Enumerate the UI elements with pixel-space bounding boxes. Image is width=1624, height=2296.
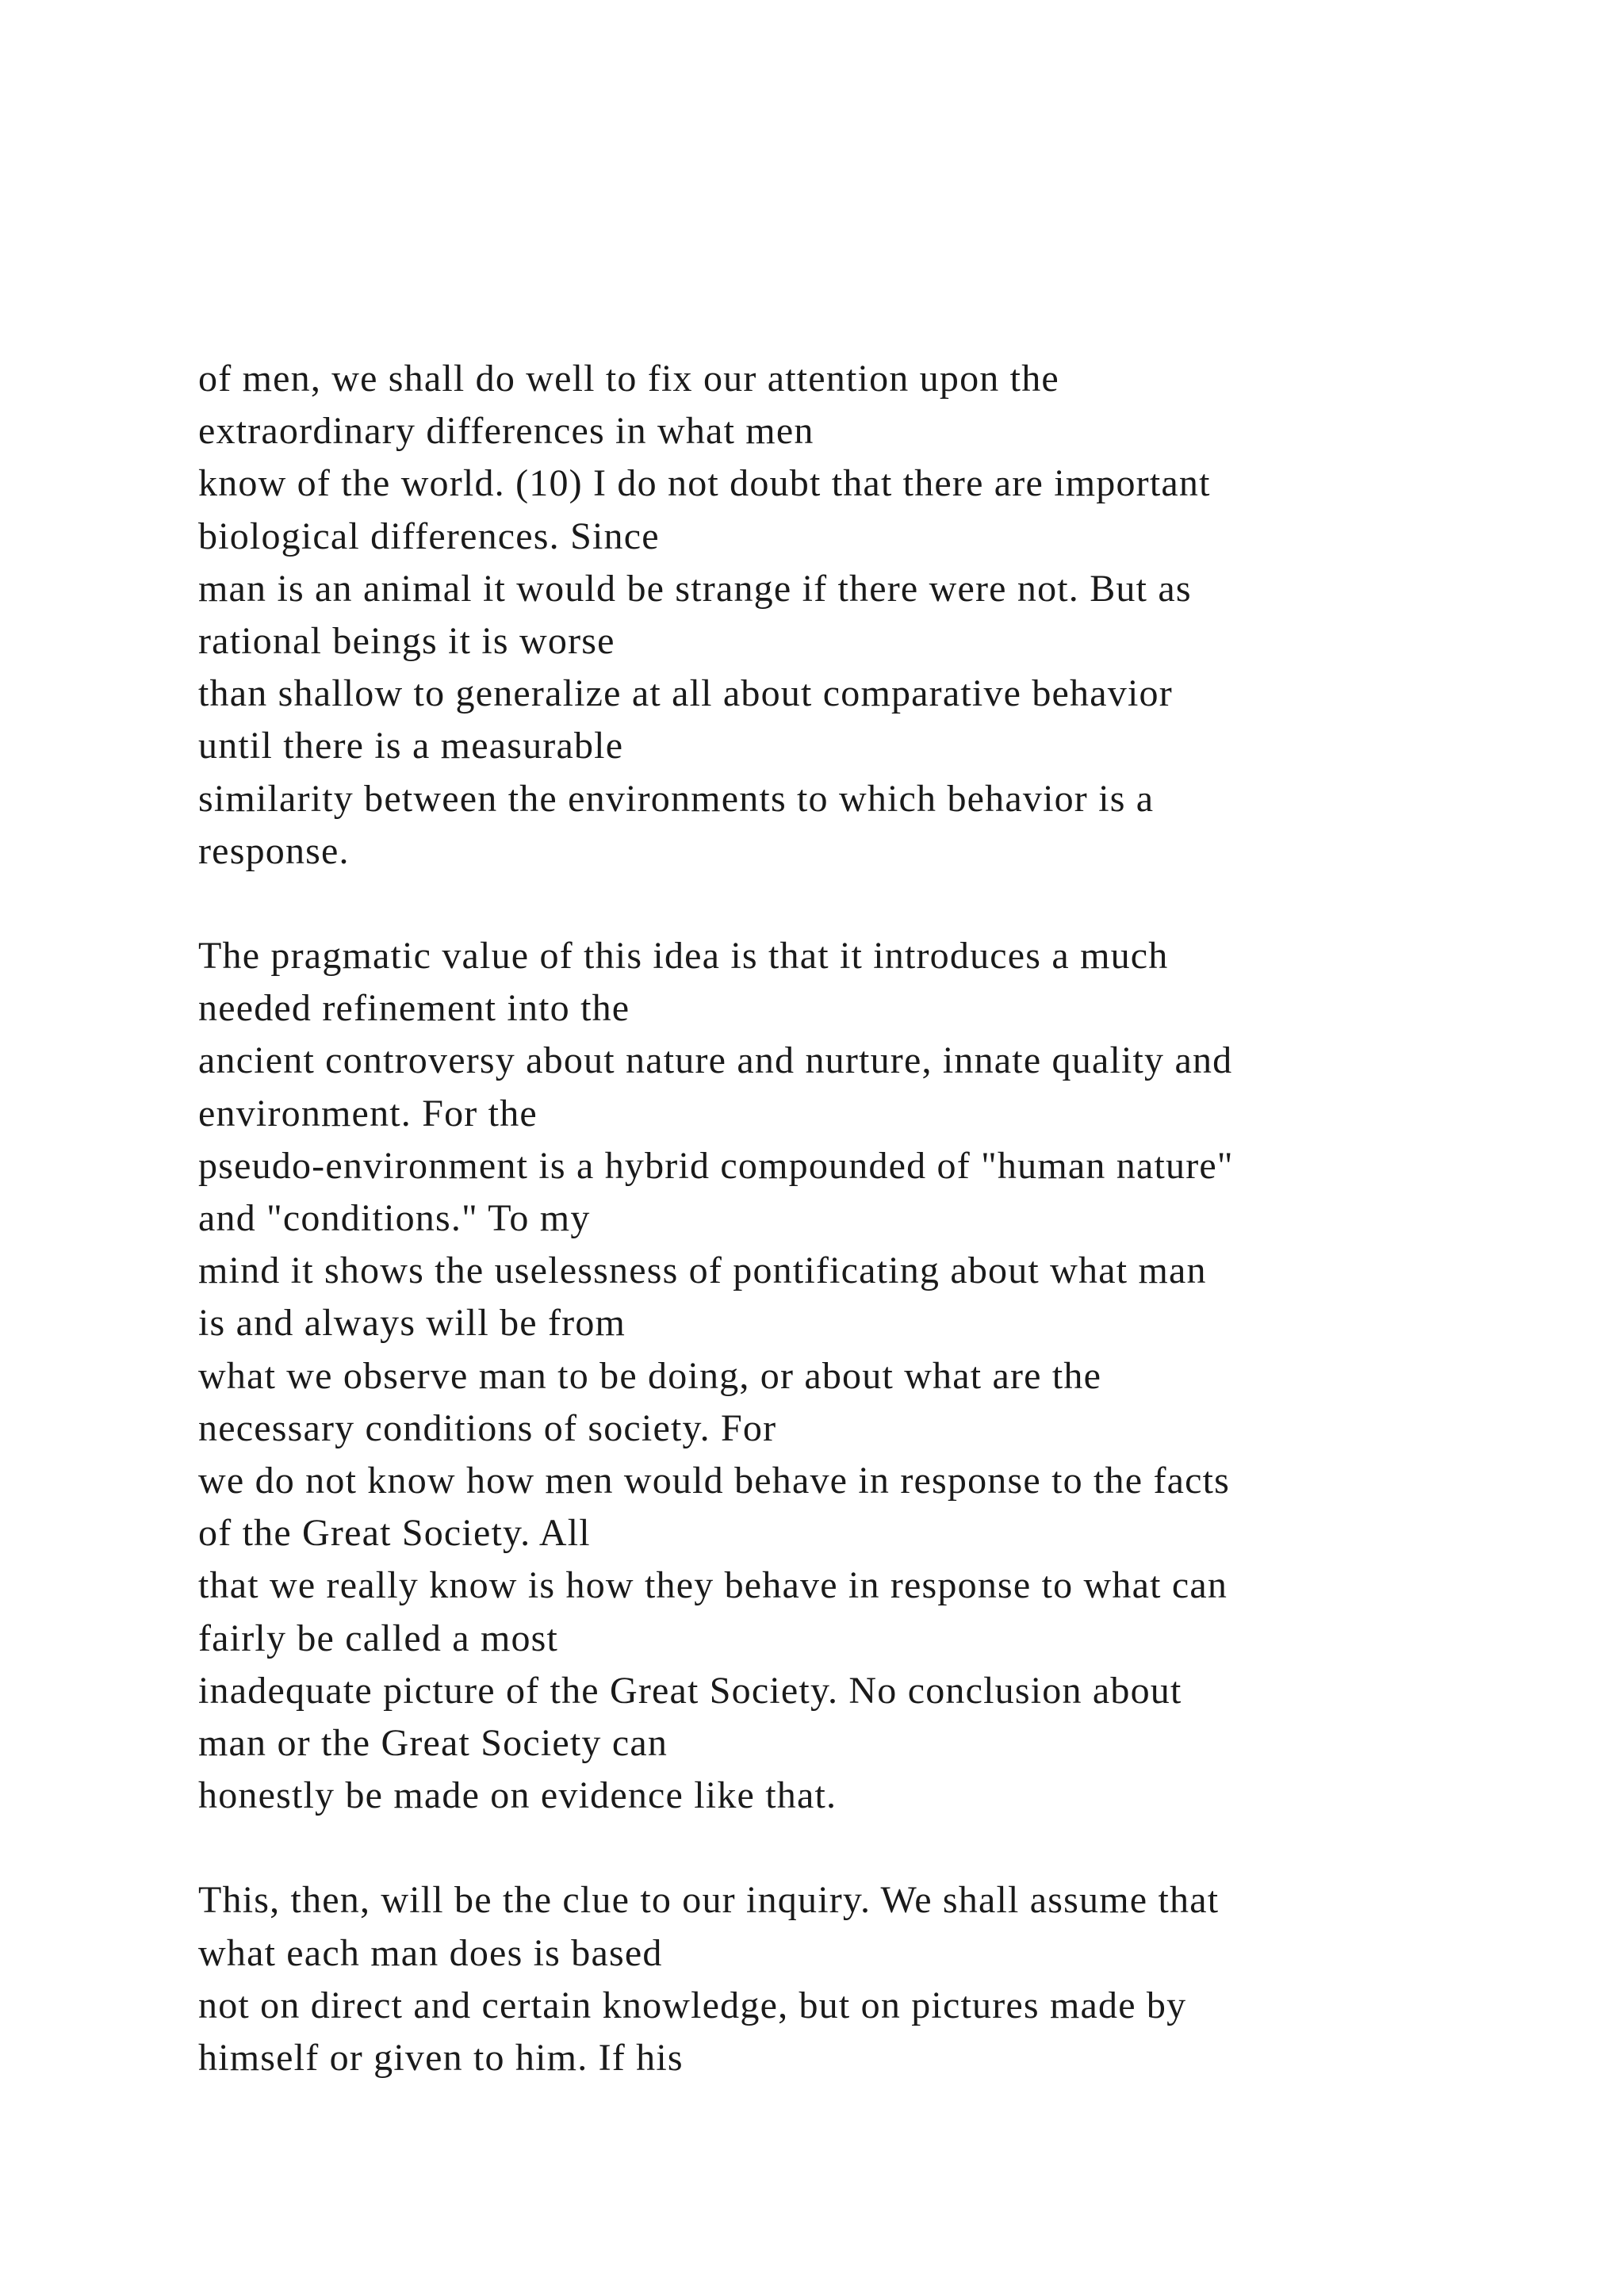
- paragraph-2: [198, 930, 1546, 1822]
- paragraph-1: [198, 353, 1546, 878]
- text-line: environment. For the: [198, 1092, 538, 1135]
- text-line: needed refinement into the: [198, 987, 630, 1030]
- text-line: This, then, will be the clue to our inquiry. We shall assume that: [198, 1879, 1220, 1922]
- text-line: biological differences. Since: [198, 515, 660, 557]
- text-line: we do not know how men would behave in response to the facts: [198, 1459, 1231, 1502]
- text-line: is and always will be from: [198, 1302, 626, 1345]
- paragraph-break: [198, 878, 1546, 930]
- text-line: inadequate picture of the Great Society. No conclusion about: [198, 1669, 1182, 1712]
- paragraph-3: [198, 1874, 1546, 2084]
- text-line: know of the world. (10) I do not doubt that there are important: [198, 462, 1211, 505]
- text-line: ancient controversy about nature and nurture, innate quality and: [198, 1039, 1233, 1082]
- text-line: himself or given to him. If his: [198, 2037, 684, 2079]
- text-line: response.: [198, 829, 350, 872]
- text-line: than shallow to generalize at all about comparative behavior: [198, 672, 1173, 715]
- text-line: what each man does is based: [198, 1931, 663, 1974]
- text-line: until there is a measurable: [198, 725, 624, 767]
- text-line: necessary conditions of society. For: [198, 1406, 777, 1449]
- text-line: fairly be called a most: [198, 1617, 559, 1659]
- text-line: similarity between the environments to which behavior is a: [198, 777, 1155, 820]
- text-line: man is an animal it would be strange if there were not. But as: [198, 567, 1192, 610]
- text-line: what we observe man to be doing, or about what are the: [198, 1354, 1102, 1397]
- text-line: mind it shows the uselessness of pontificating about what man: [198, 1249, 1207, 1292]
- text-line: honestly be made on evidence like that.: [198, 1774, 837, 1817]
- text-line: extraordinary differences in what men: [198, 410, 814, 453]
- text-line: and "conditions." To my: [198, 1197, 591, 1239]
- body-text: [198, 353, 1546, 2084]
- text-line: The pragmatic value of this idea is that it introduces a much: [198, 935, 1169, 978]
- text-line: man or the Great Society can: [198, 1721, 668, 1764]
- paragraph-break: [198, 1822, 1546, 1874]
- text-line: that we really know is how they behave in response to what can: [198, 1564, 1228, 1607]
- text-line: pseudo-environment is a hybrid compounded of "human nature": [198, 1144, 1234, 1187]
- text-line: not on direct and certain knowledge, but on pictures made by: [198, 1984, 1187, 2026]
- text-line: of men, we shall do well to fix our attention upon the: [198, 358, 1059, 400]
- text-line: rational beings it is worse: [198, 619, 615, 662]
- text-line: of the Great Society. All: [198, 1512, 591, 1555]
